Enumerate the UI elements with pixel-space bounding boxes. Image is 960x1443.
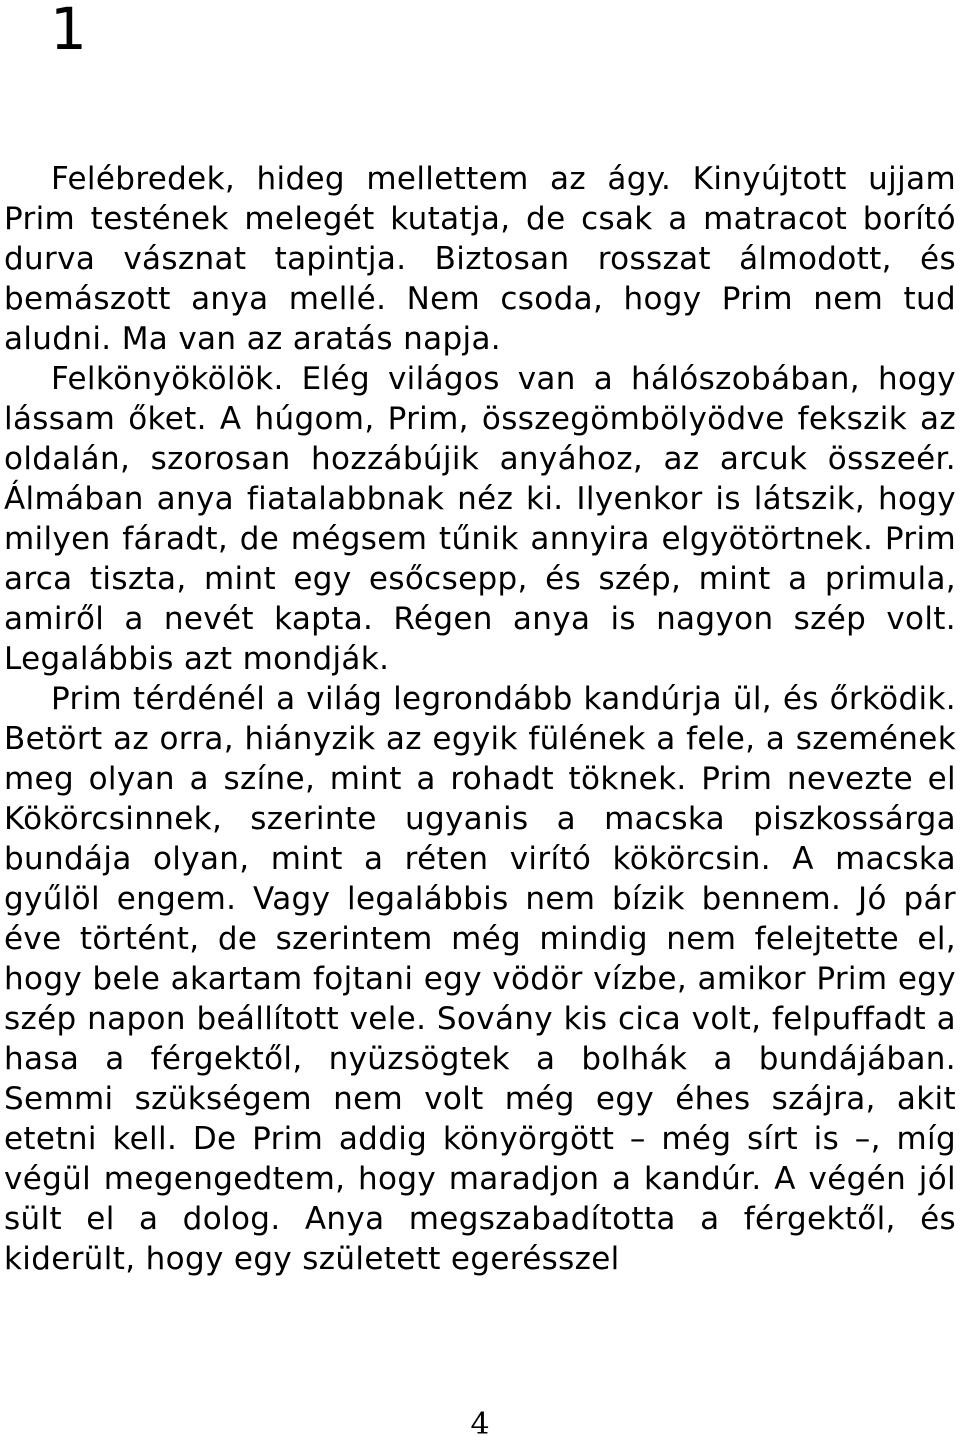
paragraph-3: Prim térdénél a világ legrondább kandúrja ül, és őrködik. Betört az orra, hiányzik az egyik fülének a fele, a szemének meg olyan a színe, mint a rohadt töknek. Prim nevezte el Kökörcsinnek, szerinte ugyanis a macska piszkossárga bundája olyan, mint a réten virító kökörcsin. A macska gyűlöl engem. Vagy legalábbis nem bízik bennem. Jó pár éve történt, de szerintem még mindig nem felejtette el, hogy bele akartam fojtani egy vödör vízbe, amikor Prim egy szép napon beállított vele. Sovány kis cica volt, felpuffadt a hasa a férgektől, nyüzsögtek a bolhák a bundájában. Semmi szükségem nem volt még egy éhes szájra, akit etetni kell. De Prim addig könyörgött – még sírt is –, míg végül megengedtem, hogy maradjon a kandúr. A végén jól sült el a dolog. Anya megszabadította a férgektől, és kiderült, hogy egy született egerésszel (4, 681, 956, 1277)
chapter-body (4, 159, 956, 1279)
page-number: 4 (470, 1407, 490, 1442)
paragraph-2: Felkönyökölök. Elég világos van a hálószobában, hogy lássam őket. A húgom, Prim, összegömbölyödve fekszik az oldalán, szorosan hozzábújik anyához, az arcuk összeér. Álmában anya fiatalabbnak néz ki. Ilyenkor is látszik, hogy milyen fáradt, de mégsem tűnik annyira elgyötörtnek. Prim arca tiszta, mint egy esőcsepp, és szép, mint a primula, amiről a nevét kapta. Régen anya is nagyon szép volt. Legalábbis azt mondják. (4, 361, 956, 677)
paragraph-1: Felébredek, hideg mellettem az ágy. Kinyújtott ujjam Prim testének melegét kutatja, de csak a matracot borító durva vásznat tapintja. Biztosan rosszat álmodott, és bemászott anya mellé. Nem csoda, hogy Prim nem tud aludni. Ma van az aratás napja. (4, 161, 956, 357)
chapter-number: 1 (50, 0, 87, 63)
